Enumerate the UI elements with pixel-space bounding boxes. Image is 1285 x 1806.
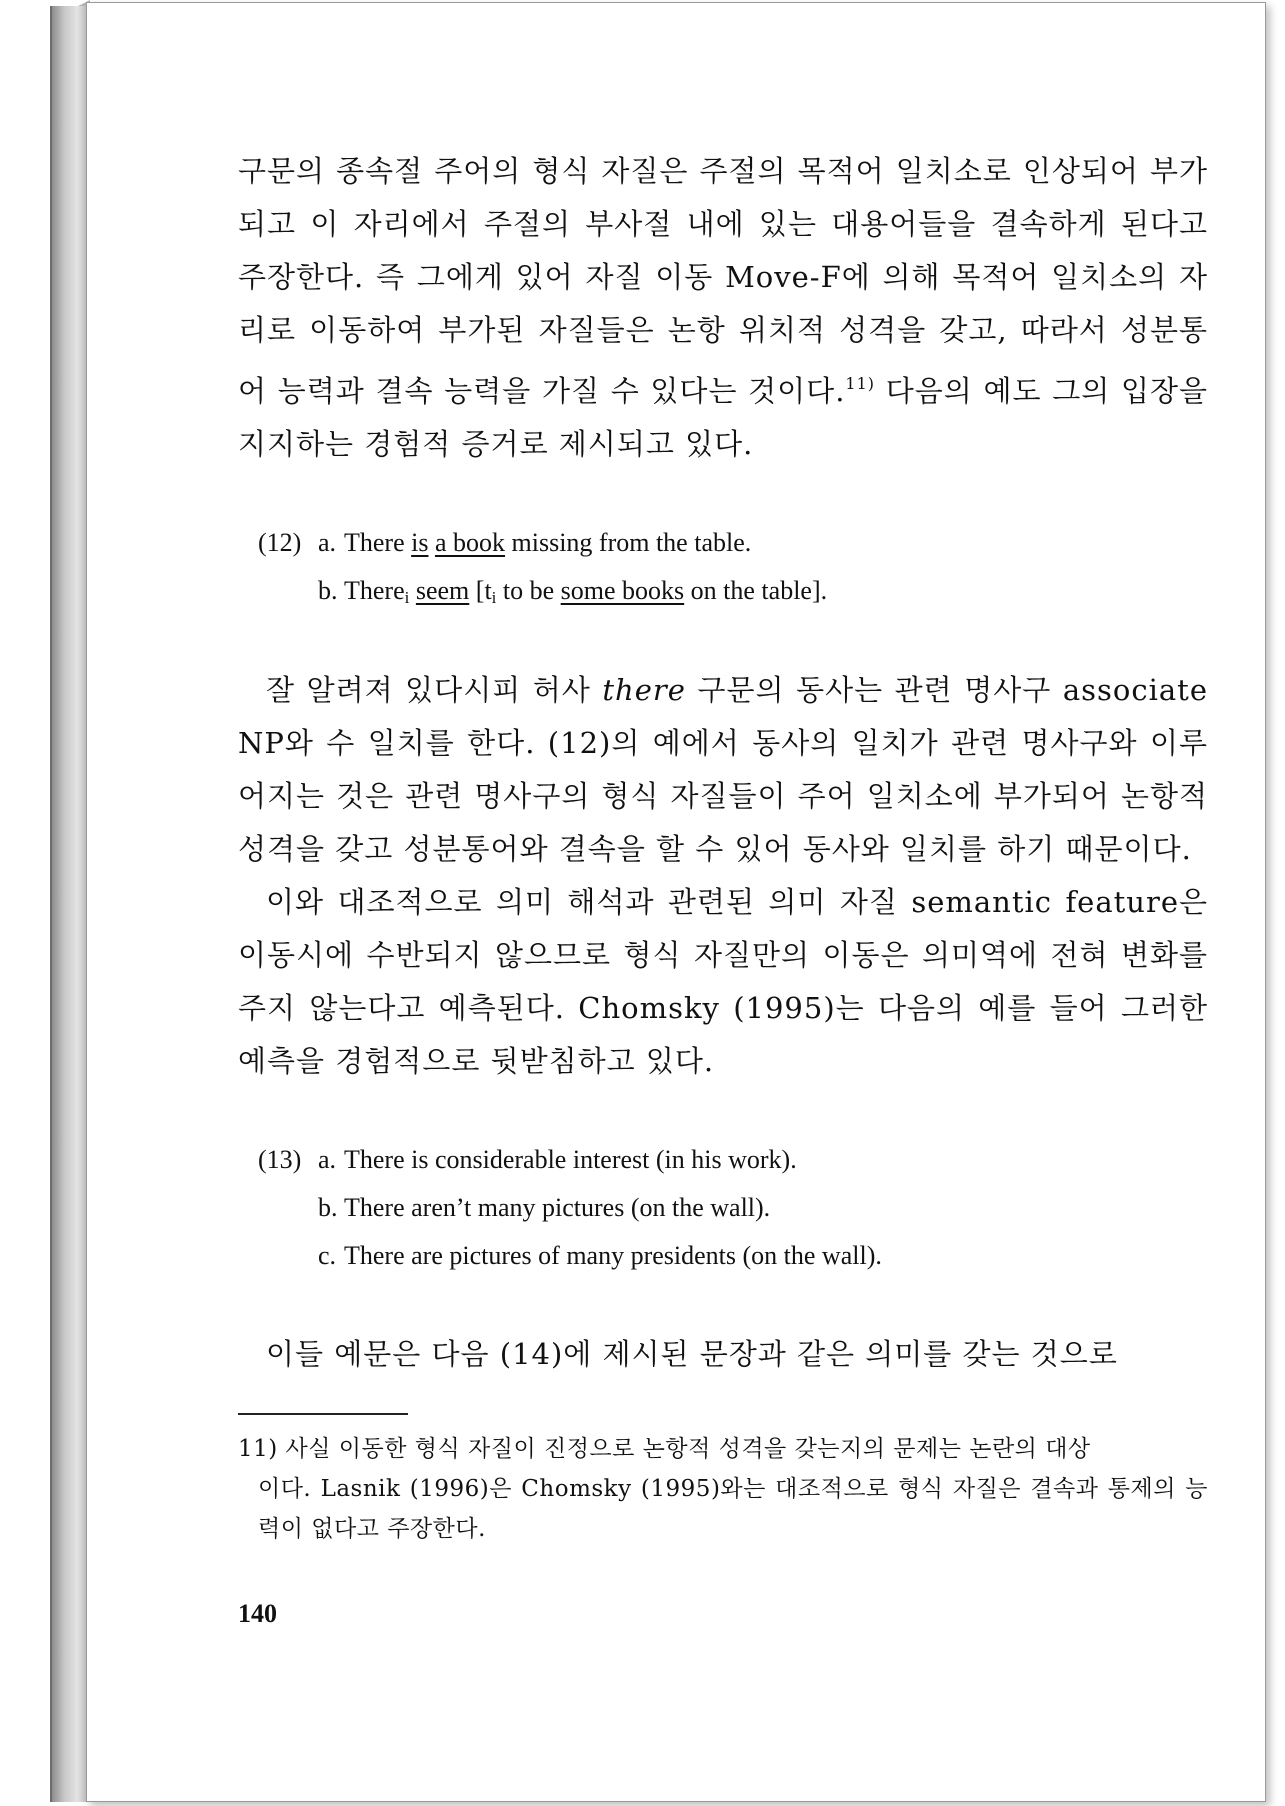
book-spine <box>50 6 88 1802</box>
example-12a-text <box>344 519 751 567</box>
italic-term: there <box>602 673 686 707</box>
underlined-associate: some books <box>560 576 685 605</box>
footnote-continuation: 이다. Lasnik (1996)은 Chomsky (1995)와는 대조적으로 형식 자질은 결속과 통제의 능력이 없다고 주장한다. <box>258 1476 1208 1542</box>
example-13a-text: There is considerable interest (in his work). <box>344 1145 797 1174</box>
index-subscript: i <box>404 588 410 607</box>
footnote-reference: 11) <box>845 374 876 393</box>
footnote-11 <box>238 1429 1208 1549</box>
example-13b-text: There aren’t many pictures (on the wall). <box>344 1193 771 1222</box>
example-letter: b. <box>318 1193 338 1222</box>
example-13c <box>318 1232 1208 1280</box>
example-12 <box>238 519 1208 622</box>
example-word: on the table]. <box>690 576 828 605</box>
underlined-verb: seem <box>415 576 470 605</box>
example-letter: a. <box>318 1145 337 1174</box>
example-13a <box>238 1136 1208 1184</box>
example-13c-text: There are pictures of many presidents (on the wall). <box>344 1241 882 1270</box>
example-letter: c. <box>318 1241 337 1270</box>
example-word: There <box>344 528 405 557</box>
spacer <box>238 622 1208 664</box>
paragraph-2-text: 구문의 동사는 관련 명사구 associate NP와 수 일치를 한다. (12)의 예에서 동사의 일치가 관련 명사구와 이루어지는 것은 관련 명사구의 형식 자질들이 주어 일치소에 부가되어 논항적 성격을 갖고 성분통어와 결속을 할 수 있어 동사와 일치를 하기 때문이다. <box>238 673 1208 866</box>
example-letter: a. <box>318 528 337 557</box>
paragraph-2 <box>238 664 1208 876</box>
example-12b-text <box>344 567 827 622</box>
spacer <box>238 1280 1208 1328</box>
paragraph-1-text: 구문의 종속절 주어의 형식 자질은 주절의 목적어 일치소로 인상되어 부가되고 이 자리에서 주절의 부사절 내에 있는 대용어들을 결속하게 된다고 주장한다. 즉 그에게 있어 자질 이동 Move-F에 의해 목적어 일치소의 자리로 이동하여 부가된 자질들은 논항 위치적 성격을 갖고, 따라서 성분통어 능력과 결속 능력을 가질 수 있다는 것이다. <box>238 154 1208 408</box>
example-number: (13) <box>258 1145 302 1174</box>
paragraph-3: 이와 대조적으로 의미 해석과 관련된 의미 자질 semantic feature은 이동시에 수반되지 않으므로 형식 자질만의 이동은 의미역에 전혀 변화를 주지 않는다고 예측된다. Chomsky (1995)는 다음의 예를 들어 그러한 예측을 경험적으로 뒷받침하고 있다. <box>238 885 1208 1078</box>
footnote-first-line: 11) 사실 이동한 형식 자질이 진정으로 논항적 성격을 갖는지의 문제는 논란의 대상 <box>238 1436 1091 1462</box>
example-word: to be <box>502 576 555 605</box>
page-number: 140 <box>238 1599 277 1628</box>
example-word: There <box>344 576 405 605</box>
example-13 <box>238 1136 1208 1280</box>
spacer <box>238 1088 1208 1136</box>
paragraph-2-text: 잘 알려져 있다시피 허사 <box>266 673 603 707</box>
example-letter: b. <box>318 576 338 605</box>
underlined-associate: a book <box>434 528 506 557</box>
page <box>86 2 1266 1802</box>
example-word: missing from the table. <box>511 528 752 557</box>
example-13b <box>318 1184 1208 1232</box>
footnote-separator <box>238 1413 408 1415</box>
example-12b <box>318 567 1208 622</box>
index-subscript: i <box>491 588 497 607</box>
paragraph-4: 이들 예문은 다음 (14)에 제시된 문장과 같은 의미를 갖는 것으로 <box>266 1337 1118 1371</box>
trace-bracket: [t <box>475 576 492 605</box>
underlined-verb: is <box>411 528 429 557</box>
spacer <box>238 471 1208 519</box>
page-body <box>238 145 1208 1549</box>
example-number: (12) <box>258 528 302 557</box>
paragraph-1-tail: 다음의 예도 그의 입장을 지지하는 경험적 증거로 제시되고 있다. <box>238 374 1208 461</box>
example-12a <box>238 519 1208 567</box>
paragraph-1 <box>238 145 1208 471</box>
